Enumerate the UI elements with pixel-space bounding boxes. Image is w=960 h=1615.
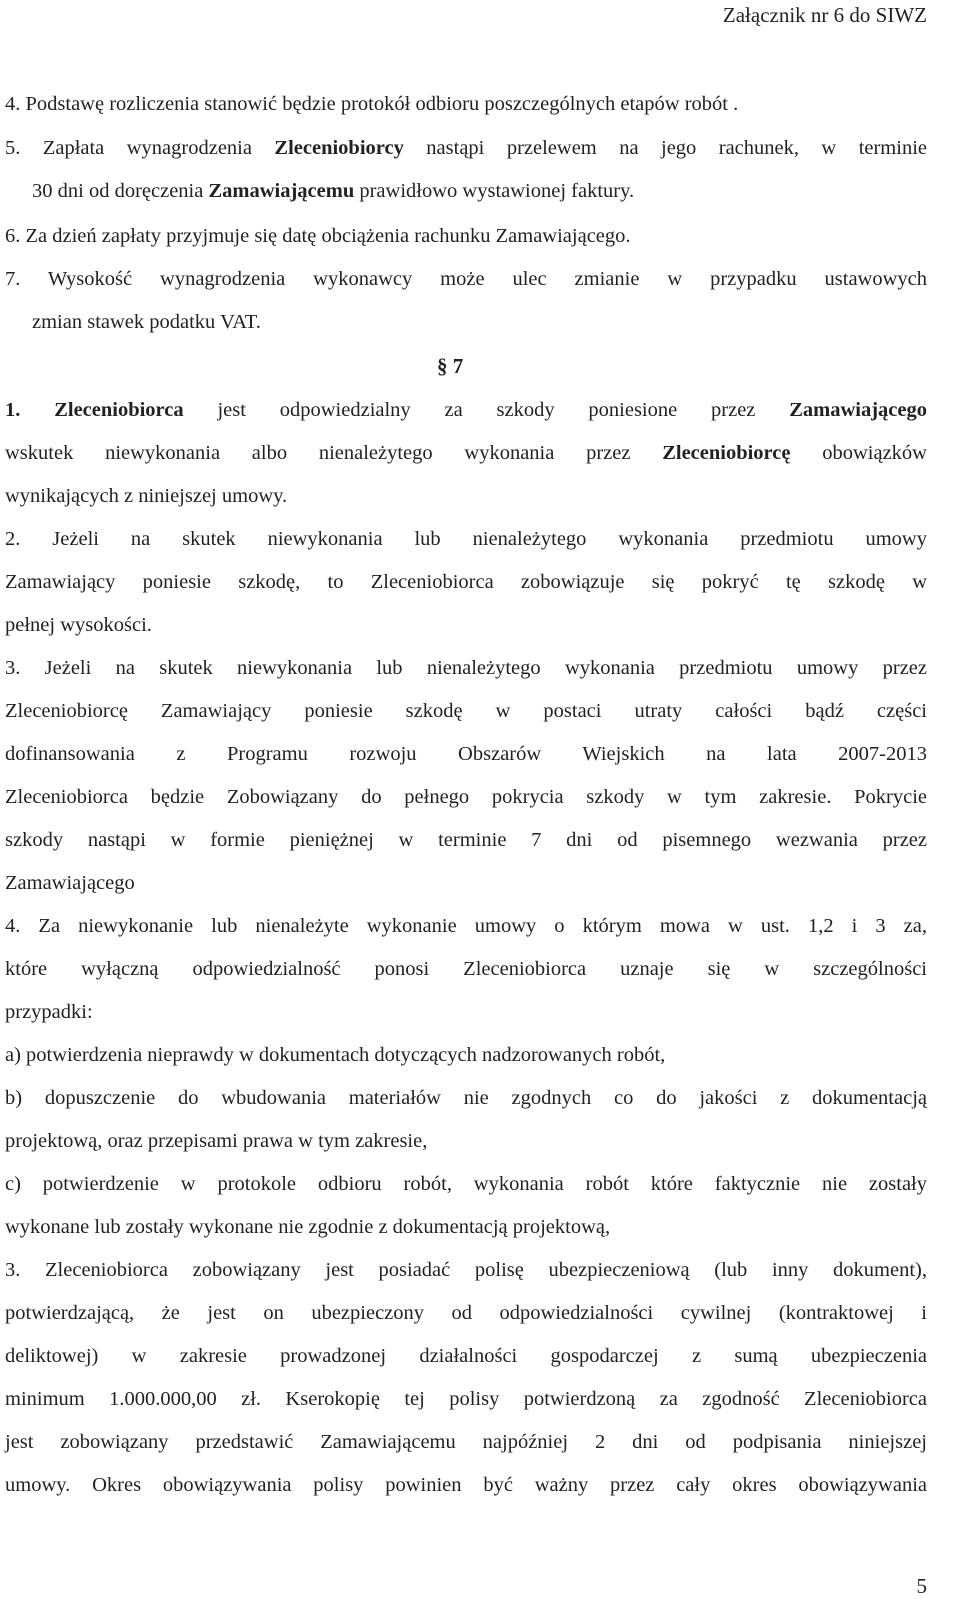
- text: 4. Za niewykonanie lub nienależyte wykonanie umowy o którym mowa w ust. 1,2 i 3 za,: [5, 915, 927, 937]
- text: wskutek niewykonania albo nienależytego wykonania przez: [5, 442, 663, 464]
- page-header: Załącznik nr 6 do SIWZ: [722, 3, 927, 27]
- text-line-7: [5, 396, 927, 424]
- text: 3. Zleceniobiorca zobowiązany jest posiadać polisę ubezpieczeniową (lub inny dokument),: [5, 1259, 927, 1281]
- text-line-21: [5, 998, 927, 1026]
- text: zmian stawek podatku VAT.: [32, 311, 261, 333]
- text-line-2: [5, 134, 927, 162]
- text: c) potwierdzenie w protokole odbioru robót, wykonania robót które faktycznie nie zostały: [5, 1173, 927, 1195]
- text: umowy. Okres obowiązywania polisy powinien być ważny przez cały okres obowiązywania: [5, 1474, 927, 1496]
- text: które wyłączną odpowiedzialność ponosi Zleceniobiorca uznaje się w szczególności: [5, 958, 927, 980]
- text: Zleceniobiorcę Zamawiający poniesie szkodę w postaci utraty całości bądź części: [5, 700, 927, 722]
- text-line-26: [5, 1213, 927, 1241]
- text: 5. Zapłata wynagrodzenia: [5, 137, 275, 159]
- text-line-15: [5, 740, 927, 768]
- bold-text: Zleceniobiorcy: [274, 137, 404, 159]
- text: a) potwierdzenia nieprawdy w dokumentach dotyczących nadzorowanych robót,: [5, 1044, 666, 1066]
- text-line-18: [5, 869, 927, 897]
- text: 2. Jeżeli na skutek niewykonania lub nienależytego wykonania przedmiotu umowy: [5, 528, 927, 550]
- text: deliktowej) w zakresie prowadzonej działalności gospodarczej z sumą ubezpieczenia: [5, 1345, 927, 1367]
- text-line-6: [32, 308, 927, 336]
- text-line-32: [5, 1471, 927, 1499]
- text-line-31: [5, 1428, 927, 1456]
- section-heading: § 7: [437, 354, 464, 378]
- text: 30 dni od doręczenia: [32, 180, 209, 202]
- text-line-27: [5, 1256, 927, 1284]
- text-line-17: [5, 826, 927, 854]
- text-line-19: [5, 912, 927, 940]
- text: wynikających z niniejszej umowy.: [5, 485, 288, 507]
- text-line-12: [5, 611, 927, 639]
- text-line-5: [5, 265, 927, 293]
- text: b) dopuszczenie do wbudowania materiałów nie zgodnych co do jakości z dokumentacją: [5, 1087, 927, 1109]
- text: minimum 1.000.000,00 zł. Kserokopię tej polisy potwierdzoną za zgodność Zleceniobiorca: [5, 1388, 927, 1410]
- text-line-9: [5, 482, 927, 510]
- bold-text: Zamawiającemu: [208, 180, 355, 202]
- text: projektową, oraz przepisami prawa w tym zakresie,: [5, 1130, 428, 1152]
- text-line-20: [5, 955, 927, 983]
- text-line-13: [5, 654, 927, 682]
- text-line-11: [5, 568, 927, 596]
- text-line-22: [5, 1041, 927, 1069]
- text: prawidłowo wystawionej faktury.: [354, 180, 635, 202]
- text-line-4: [5, 222, 927, 250]
- text: szkody nastąpi w formie pieniężnej w terminie 7 dni od pisemnego wezwania przez: [5, 829, 927, 851]
- bold-text: Zamawiającego: [789, 399, 928, 421]
- text-line-10: [5, 525, 927, 553]
- text: Zamawiający poniesie szkodę, to Zleceniobiorca zobowiązuje się pokryć tę szkodę w: [5, 571, 927, 593]
- page-number: 5: [916, 1574, 927, 1598]
- text-line-16: [5, 783, 927, 811]
- bold-text: Zleceniobiorca: [54, 399, 184, 421]
- text: Zamawiającego: [5, 872, 135, 894]
- text: jest odpowiedzialny za szkody poniesione przez: [183, 399, 790, 421]
- text: obowiązków: [790, 442, 927, 464]
- bold-text: 1.: [5, 399, 55, 421]
- text: 3. Jeżeli na skutek niewykonania lub nienależytego wykonania przedmiotu umowy przez: [5, 657, 927, 679]
- text-line-29: [5, 1342, 927, 1370]
- text: pełnej wysokości.: [5, 614, 152, 636]
- text-line-24: [5, 1127, 927, 1155]
- text: przypadki:: [5, 1001, 93, 1023]
- text-line-14: [5, 697, 927, 725]
- text: dofinansowania z Programu rozwoju Obszarów Wiejskich na lata 2007-2013: [5, 743, 927, 765]
- text: nastąpi przelewem na jego rachunek, w terminie: [403, 137, 927, 159]
- text: potwierdzającą, że jest on ubezpieczony od odpowiedzialności cywilnej (kontraktowej i: [5, 1302, 927, 1324]
- text: wykonane lub zostały wykonane nie zgodnie z dokumentacją projektową,: [5, 1216, 611, 1238]
- bold-text: Zleceniobiorcę: [662, 442, 791, 464]
- text: 4. Podstawę rozliczenia stanowić będzie protokół odbioru poszczególnych etapów robót .: [5, 93, 739, 115]
- text-line-25: [5, 1170, 927, 1198]
- text: 6. Za dzień zapłaty przyjmuje się datę obciążenia rachunku Zamawiającego.: [5, 225, 631, 247]
- text-line-30: [5, 1385, 927, 1413]
- text-line-28: [5, 1299, 927, 1327]
- text-line-3: [32, 177, 927, 205]
- text-line-8: [5, 439, 927, 467]
- text: Zleceniobiorca będzie Zobowiązany do pełnego pokrycia szkody w tym zakresie. Pokrycie: [5, 786, 927, 808]
- text-line-1: [5, 90, 927, 118]
- text-line-23: [5, 1084, 927, 1112]
- text: 7. Wysokość wynagrodzenia wykonawcy może ulec zmianie w przypadku ustawowych: [5, 268, 927, 290]
- text: jest zobowiązany przedstawić Zamawiającemu najpóźniej 2 dni od podpisania niniejszej: [5, 1431, 927, 1453]
